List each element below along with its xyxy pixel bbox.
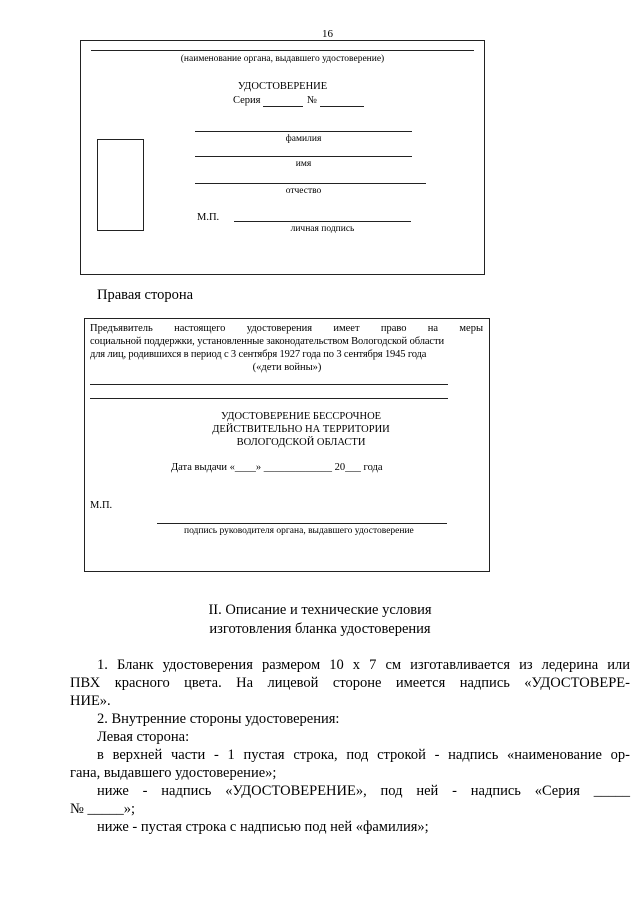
validity-line-2: ДЕЙСТВИТЕЛЬНО НА ТЕРРИТОРИИ (212, 424, 390, 435)
blank-line-2 (90, 398, 448, 399)
head-signature-caption: подпись руководителя органа, выдавшего удостоверение (184, 526, 414, 536)
number-label: № (307, 95, 318, 106)
issue-date: Дата выдачи «____» _____________ 20___ года (171, 462, 383, 473)
page-number: 16 (322, 28, 333, 40)
patronymic-line (195, 183, 426, 184)
surname-line (195, 131, 412, 132)
paragraph-6: ниже - пустая строка с надписью под ней «фамилия»; (97, 819, 429, 835)
right-side-label: Правая сторона (97, 287, 194, 303)
paragraph-4-line-2: гана, выдавшего удостоверение»; (70, 765, 277, 781)
series-label: Серия (233, 95, 261, 106)
blank-line-1 (90, 384, 448, 385)
paragraph-1-line-1: 1. Бланк удостоверения размером 10 х 7 см изготавливается из ледерина или (97, 657, 630, 673)
surname-caption: фамилия (285, 134, 322, 144)
name-line (195, 156, 412, 157)
paragraph-2: 2. Внутренние стороны удостоверения: (97, 711, 340, 727)
patronymic-caption: отчество (285, 186, 322, 196)
issuer-caption: (наименование органа, выдавшего удостоверение) (180, 54, 385, 64)
left-side-card (80, 40, 485, 275)
photo-frame (97, 139, 144, 231)
certificate-title: УДОСТОВЕРЕНИЕ (237, 81, 328, 92)
paragraph-1-line-3: НИЕ». (70, 693, 111, 709)
validity-line-3: ВОЛОГОДСКОЙ ОБЛАСТИ (236, 437, 366, 448)
stamp-label: М.П. (197, 212, 220, 223)
rights-text-line-3: для лиц, родившихся в период с 3 сентября 1927 года по 3 сентября 1945 года (90, 349, 427, 360)
stamp-label: М.П. (90, 500, 113, 511)
head-signature-line (157, 523, 447, 524)
issuer-blank-line (91, 50, 474, 51)
section-heading-line-1: II. Описание и технические условия (208, 602, 432, 618)
series-blank (263, 106, 303, 107)
rights-text-line-1: Предъявитель настоящего удостоверения имеет право на меры (90, 323, 483, 334)
validity-line-1: УДОСТОВЕРЕНИЕ БЕССРОЧНОЕ (220, 411, 382, 422)
paragraph-5-line-1: ниже - надпись «УДОСТОВЕРЕНИЕ», под ней - надпись «Серия _____ (97, 783, 630, 799)
signature-line (234, 221, 411, 222)
paragraph-3: Левая сторона: (97, 729, 190, 745)
paragraph-1-line-2: ПВХ красного цвета. На лицевой стороне имеется надпись «УДОСТОВЕРЕ- (70, 675, 630, 691)
rights-text-line-4: («дети войны») (252, 362, 322, 373)
paragraph-5-line-2: № _____»; (70, 801, 135, 817)
paragraph-4-line-1: в верхней части - 1 пустая строка, под строкой - надпись «наименование ор- (97, 747, 630, 763)
signature-caption: личная подпись (290, 224, 355, 234)
section-heading-line-2: изготовления бланка удостоверения (209, 621, 431, 637)
number-blank (320, 106, 364, 107)
right-side-card (84, 318, 490, 572)
rights-text-line-2: социальной поддержки, установленные законодательством Вологодской области (90, 336, 445, 347)
name-caption: имя (295, 159, 312, 169)
